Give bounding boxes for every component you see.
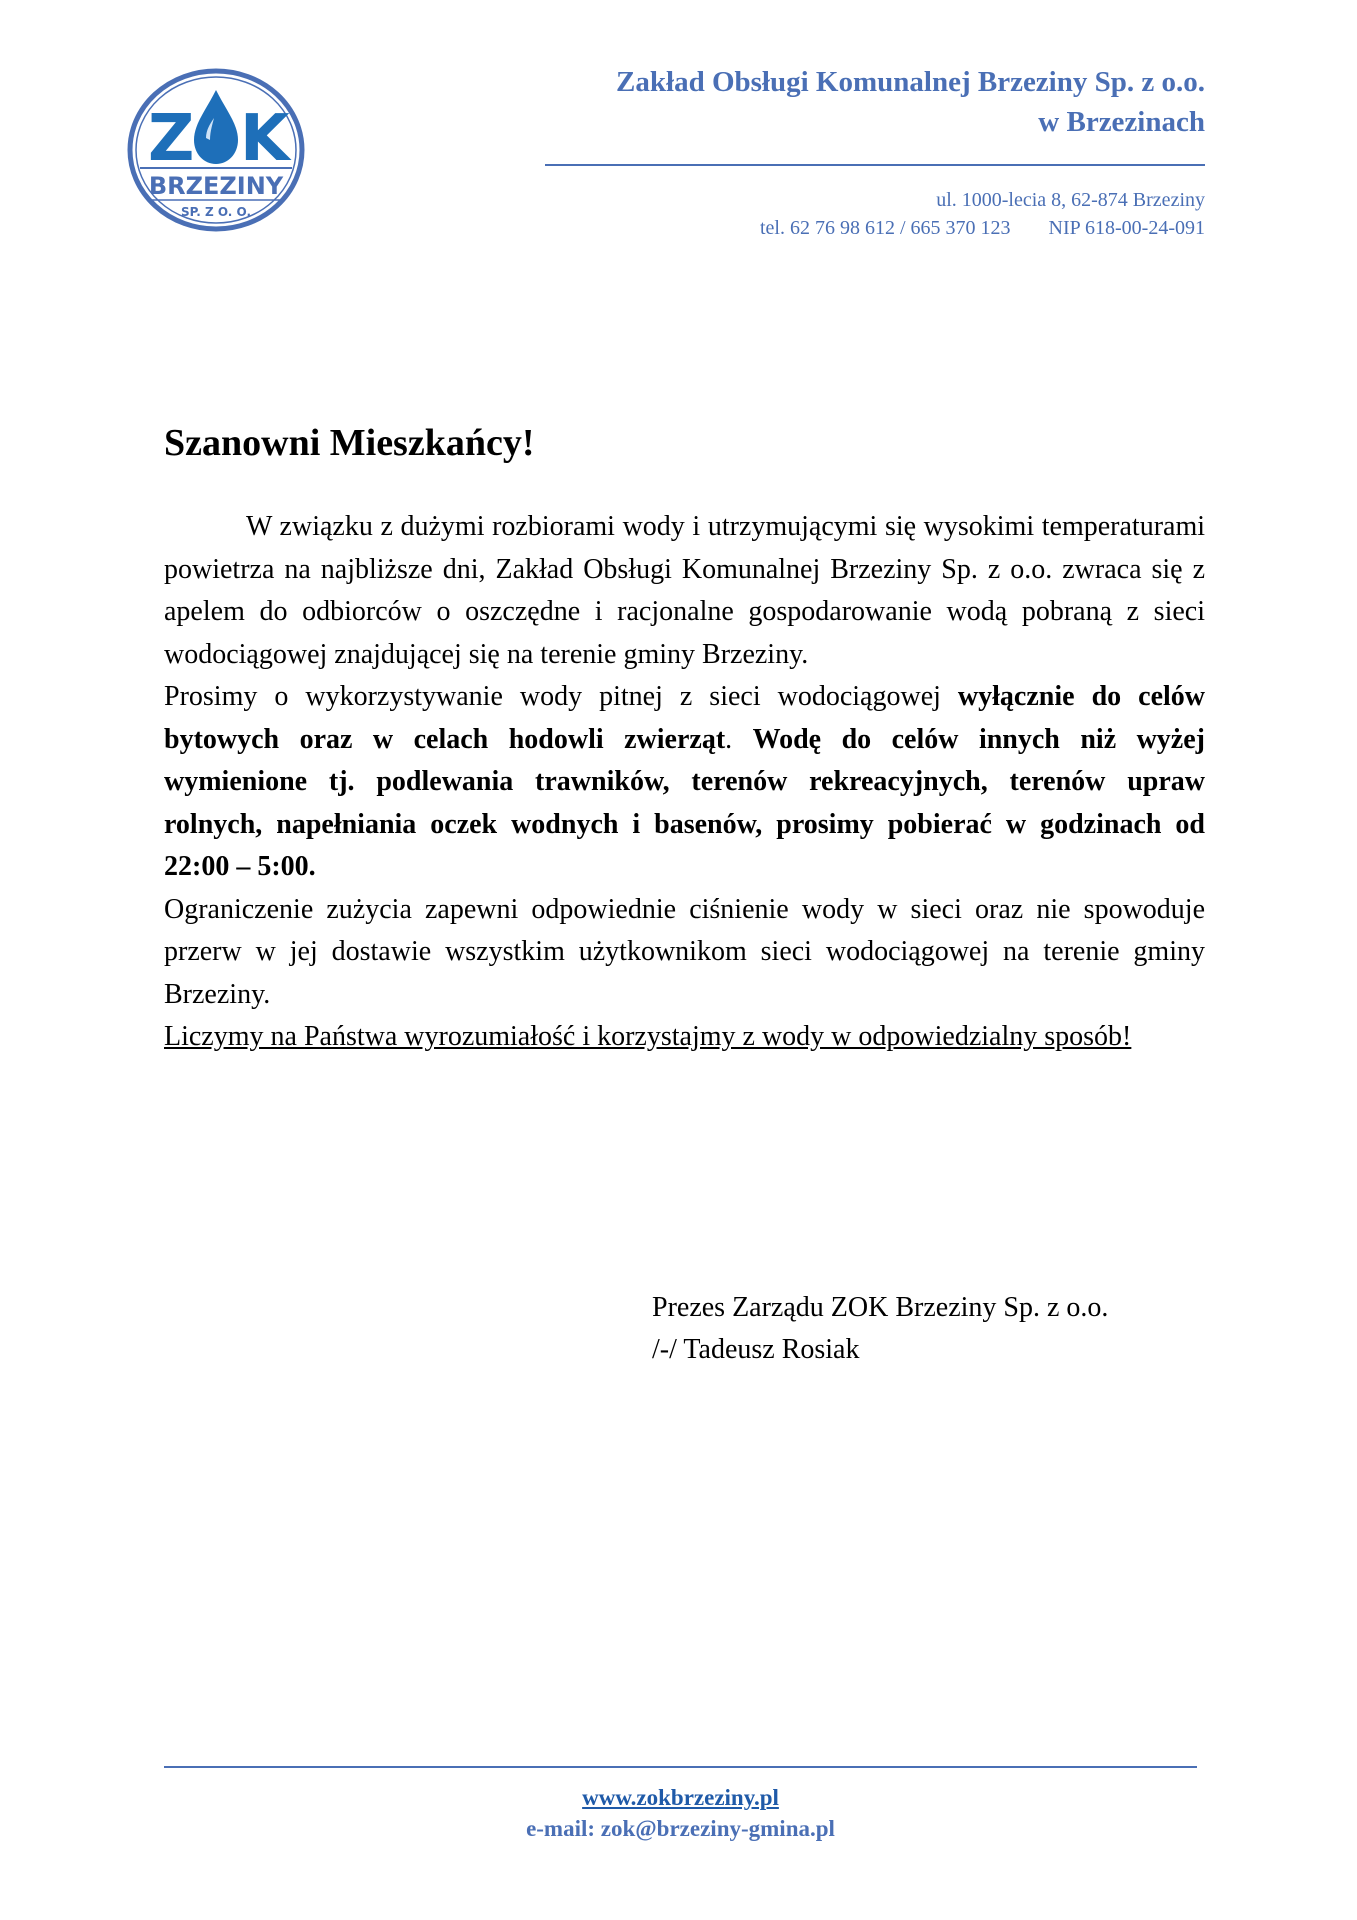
company-name-line1: Zakład Obsługi Komunalnej Brzeziny Sp. z o.o.	[616, 66, 1205, 98]
letter-body	[164, 506, 1205, 1059]
company-name-line2: w Brzezinach	[1038, 106, 1205, 138]
footer	[164, 1782, 1197, 1844]
nip: NIP 618-00-24-091	[1048, 217, 1205, 239]
footer-divider	[164, 1766, 1197, 1768]
logo-letter-z: Z	[148, 102, 195, 176]
logo-letter-k: K	[240, 102, 290, 176]
paragraph-3: Ograniczenie zużycia zapewni odpowiednie ciśnienie wody w sieci oraz nie spowoduje przerw w jej dostawie wszystkim użytkownikom sieci wodociągowej na terenie gminy Brzeziny.	[164, 893, 1205, 1010]
phone-nip-line	[760, 214, 1205, 242]
paragraph-2	[164, 676, 1205, 889]
email: e-mail: zok@brzeziny-gmina.pl	[526, 1816, 835, 1841]
paragraph-2-bold-1: wyłącznie do celów bytowych oraz w celach hodowli zwierząt	[164, 681, 1205, 755]
logo-small-text: SP. Z O. O.	[180, 205, 252, 219]
signature-block	[652, 1287, 1108, 1371]
address: ul. 1000-lecia 8, 62-874 Brzeziny	[936, 189, 1205, 211]
phone: tel. 62 76 98 612 / 665 370 123	[759, 217, 1011, 239]
company-name	[616, 62, 1205, 142]
paragraph-4: Liczymy na Państwa wyrozumiałość i korzystajmy z wody w odpowiedzialny sposób!	[164, 1021, 1132, 1052]
website-link[interactable]: www.zokbrzeziny.pl	[582, 1785, 779, 1810]
header-divider	[545, 164, 1205, 166]
paragraph-2-mid: .	[725, 723, 753, 755]
paragraph-1: W związku z dużymi rozbiorami wody i utrzymującymi się wysokimi temperaturami powietrza na najbliższe dni, Zakład Obsługi Komunalnej Brzeziny Sp. z o.o. zwraca się z apelem do odbiorców o oszczędne i racjonalne gospodarowanie wodą pobraną z sieci wodociągowej znajdującej się na terenie gminy Brzeziny.	[164, 511, 1205, 670]
signature-title: Prezes Zarządu ZOK Brzeziny Sp. z o.o.	[652, 1292, 1109, 1323]
paragraph-2-start: Prosimy o wykorzystywanie wody pitnej z sieci wodociągowej	[164, 681, 958, 712]
contact-info	[760, 186, 1205, 242]
paragraph-2-bold-2: Wodę do celów innych niż wyżej wymienione tj. podlewania trawników, terenów rekreacyjnych, terenów upraw rolnych, napełniania oczek wodnych i basenów, prosimy pobierać w godzinach od 22:00 – 5:00.	[164, 723, 1205, 882]
logo-sub-text: BRZEZINY	[148, 172, 284, 200]
zok-logo	[126, 68, 306, 232]
salutation: Szanowni Mieszkańcy!	[164, 422, 535, 464]
signature-name: /-/ Tadeusz Rosiak	[652, 1334, 860, 1365]
